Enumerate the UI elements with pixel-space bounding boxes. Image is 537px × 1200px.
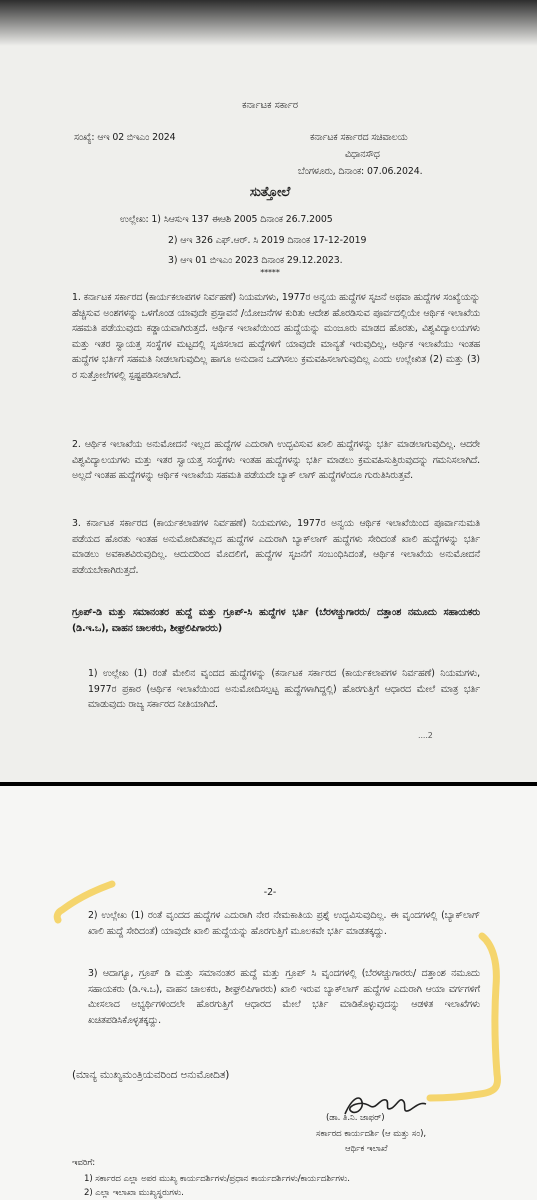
item-1: 1) ಉಲ್ಲೇಖ (1) ರಂತೆ ಮೇಲಿನ ವೃಂದದ ಹುದ್ದೆಗಳನ್ನು (ಕರ್ನಾಟಕ ಸರ್ಕಾರದ (ಕಾರ್ಯಕಲಾಪಗಳ ನಿರ್ವಹಣೆ) ನಿಯಮಗಳು, 1977ರ ಪ್ರಕಾರ (ಆರ್ಥಿಕ ಇಲಾಖೆಯಿಂದ ಅನುಮೋದಿಸಲ್ಪಟ್ಟ ಹುದ್ದೆಗಳಾಗಿದ್ದಲ್ಲಿ) ಹೊರಗುತ್ತಿಗೆ ಆಧಾರದ ಮೇಲೆ ಮಾತ್ರ ಭರ್ತಿ ಮಾಡುವುದು ರಾಜ್ಯ ಸರ್ಕಾರದ ನೀತಿಯಾಗಿದೆ.: [88, 668, 480, 711]
building-name: ವಿಧಾನಸೌಧ: [345, 149, 380, 160]
order-number: ಸಂಖ್ಯೆ: ಆಇ 02 ಬಿಇಎಂ 2024: [74, 132, 176, 143]
group-heading: ಗ್ರೂಪ್-ಡಿ ಮತ್ತು ಸಮಾನಂತರ ಹುದ್ದೆ ಮತ್ತು ಗ್ರೂಪ್-ಸಿ ಹುದ್ದೆಗಳ ಭರ್ತಿ (ಬೆರಳಚ್ಚುಗಾರರು/ ದತ್ತಾಂಶ ನಮೂದು ಸಹಾಯಕರು (ಡಿ.ಇ.ಒ), ವಾಹನ ಚಾಲಕರು, ಶೀಘ್ರಲಿಪಿಗಾರರು): [72, 607, 480, 634]
document-page-2: [0, 786, 537, 1200]
office-name: ಕರ್ನಾಟಕ ಸರ್ಕಾರದ ಸಚಿವಾಲಯ: [310, 132, 408, 143]
place-date: ಬೆಂಗಳೂರು, ದಿನಾಂಕ: 07.06.2024.: [298, 166, 423, 177]
item-3: 3) ಆದಾಗ್ಯೂ, ಗ್ರೂಪ್ ಡಿ ಮತ್ತು ಸಮಾನಂತರ ಹುದ್ದೆ ಮತ್ತು ಗ್ರೂಪ್ ಸಿ ವೃಂದಗಳಲ್ಲಿ (ಬೆರಳಚ್ಚುಗಾರರು/ ದತ್ತಾಂಶ ನಮೂದು ಸಹಾಯಕರು (ಡಿ.ಇ.ಒ), ವಾಹನ ಚಾಲಕರು, ಶೀಘ್ರಲಿಪಿಗಾರರು) ಖಾಲಿ ಇರುವ ಬ್ಯಾಕ್‌ಲಾಗ್ ಹುದ್ದೆಗಳ ಎದುರಾಗಿ ಆಯಾ ವರ್ಗಗಳಿಗೆ ಮೀಸಲಾದ ಅಭ್ಯರ್ಥಿಗಳಿಂದಲೇ ಹೊರಗುತ್ತಿಗೆ ಆಧಾರದ ಮೇಲೆ ಭರ್ತಿ ಮಾಡಿಕೊಳ್ಳುವುದನ್ನು ಆಡಳಿತ ಇಲಾಖೆಗಳು ಖಚಿತಪಡಿಸಿಕೊಳ್ಳತಕ್ಕದ್ದು.: [88, 968, 480, 1026]
reference-3: 3) ಆಇ 01 ಬಿಇಎಂ 2023 ದಿನಾಂಕ 29.12.2023.: [168, 255, 343, 266]
page-number: -2-: [263, 887, 277, 898]
paragraph-1: 1. ಕರ್ನಾಟಕ ಸರ್ಕಾರದ (ಕಾರ್ಯಕಲಾಪಗಳ ನಿರ್ವಹಣೆ) ನಿಯಮಗಳು, 1977ರ ಅನ್ವಯ ಹುದ್ದೆಗಳ ಸೃಜನೆ ಅಥವಾ ಹುದ್ದೆಗಳ ಸಂಖ್ಯೆಯನ್ನು ಹೆಚ್ಚಿಸುವ ಅಂಶಗಳನ್ನು ಒಳಗೊಂಡ ಯಾವುದೇ ಪ್ರಸ್ತಾವನೆ /ಯೋಜನೆಗಳ ಕುರಿತು ಆದೇಶ ಹೊರಡಿಸುವ ಪೂರ್ವದಲ್ಲಿಯೇ ಆರ್ಥಿಕ ಇಲಾಖೆಯ ಸಹಮತಿ ಪಡೆಯುವುದು ಕಡ್ಡಾಯವಾಗಿರುತ್ತದೆ. ಆರ್ಥಿಕ ಇಲಾಖೆಯಿಂದ ಹುದ್ದೆಯನ್ನು ಮಂಜೂರು ಮಾಡದ ಹೊರತು, ವಿಶ್ವವಿದ್ಯಾಲಯಗಳು ಮತ್ತು ಇತರ ಸ್ವಾಯತ್ತ ಸಂಸ್ಥೆಗಳ ಮಟ್ಟದಲ್ಲಿ ಸೃಜಿಸಲಾದ ಹುದ್ದೆಗಳಿಗೆ ಯಾವುದೇ ಮಾನ್ಯತೆ ಇರುವುದಿಲ್ಲ, ಆರ್ಥಿಕ ಇಲಾಖೆಯು ಇಂತಹ ಹುದ್ದೆಗಳ ಭರ್ತಿಗೆ ಸಹಮತಿ ನೀಡಲಾಗುವುದಿಲ್ಲ ಹಾಗೂ ಅನುದಾನ ಒದಗಿಸಲು ಕ್ರಮವಹಿಸಲಾಗುವುದಿಲ್ಲ ಎಂದು ಉಲ್ಲೇಖಿತ (2) ಮತ್ತು (3) ರ ಸುತ್ತೋಲೆಗಳಲ್ಲಿ ಸ್ಪಷ್ಟಪಡಿಸಲಾಗಿದೆ.: [72, 292, 480, 381]
continued-marker: ....2: [418, 731, 433, 740]
reference-1: ಉಲ್ಲೇಖ: 1) ಸಿಆಸುಇ 137 ಈಆಶಿ 2005 ದಿನಾಂಕ 26.7.2005: [120, 214, 333, 225]
item-2: 2) ಉಲ್ಲೇಖ (1) ರಂತೆ ವೃಂದದ ಹುದ್ದೆಗಳ ಎದುರಾಗಿ ನೇರ ನೇಮಕಾತಿಯ ಪ್ರಶ್ನೆ ಉದ್ಭವಿಸುವುದಿಲ್ಲ. ಈ ವೃಂದಗಳಲ್ಲಿ (ಬ್ಯಾಕ್‌ಲಾಗ್ ಖಾಲಿ ಹುದ್ದೆ ಸೇರಿದಂತೆ) ಯಾವುದೇ ಖಾಲಿ ಹುದ್ದೆಯನ್ನು ಹೊರಗುತ್ತಿಗೆ ಮೂಲಕವೇ ಭರ್ತಿ ಮಾಡತಕ್ಕದ್ದು.: [88, 910, 480, 937]
approval-note: (ಮಾನ್ಯ ಮುಖ್ಯಮಂತ್ರಿಯವರಿಂದ ಅನುಮೋದಿತ): [72, 1069, 230, 1081]
scan-shadow: [0, 0, 537, 46]
government-heading: ಕರ್ನಾಟಕ ಸರ್ಕಾರ: [242, 100, 298, 111]
recipient-1: 1) ಸರ್ಕಾರದ ಎಲ್ಲಾ ಅಪರ ಮುಖ್ಯ ಕಾರ್ಯದರ್ಶಿಗಳು/ಪ್ರಧಾನ ಕಾರ್ಯದರ್ಶಿಗಳು/ಕಾರ್ಯದರ್ಶಿಗಳು.: [84, 1174, 350, 1184]
recipient-2: 2) ಎಲ್ಲಾ ಇಲಾಖಾ ಮುಖ್ಯಸ್ಥರುಗಳು.: [84, 1188, 184, 1198]
signatory-title: ಸರ್ಕಾರದ ಕಾರ್ಯದರ್ಶಿ (ಆ ಮತ್ತು ಸಂ),: [316, 1129, 426, 1139]
signatory-name: (ಡಾ. ತಿ.ನಿ. ಜಾಫರ್): [326, 1113, 385, 1123]
signatory-department: ಆರ್ಥಿಕ ಇಲಾಖೆ: [345, 1144, 388, 1154]
reference-2: 2) ಆಇ 326 ಎಫ್.ಆರ್. ಸಿ 2019 ದಿನಾಂಕ 17-12-2019: [168, 235, 367, 246]
paragraph-2: 2. ಆರ್ಥಿಕ ಇಲಾಖೆಯ ಅನುಮೋದನೆ ಇಲ್ಲದ ಹುದ್ದೆಗಳ ಎದುರಾಗಿ ಉದ್ಭವಿಸುವ ಖಾಲಿ ಹುದ್ದೆಗಳನ್ನು ಭರ್ತಿ ಮಾಡಲಾಗುವುದಿಲ್ಲ. ಆದರೇ ವಿಶ್ವವಿದ್ಯಾಲಯಗಳು ಮತ್ತು ಇತರ ಸ್ವಾಯತ್ತ ಸಂಸ್ಥೆಗಳು ಇಂತಹ ಹುದ್ದೆಗಳನ್ನು ಭರ್ತಿ ಮಾಡಲು ಕ್ರಮವಹಿಸುತ್ತಿರುವುದನ್ನು ಗಮನಿಸಲಾಗಿದೆ. ಅಲ್ಲದೆ ಇಂತಹ ಹುದ್ದೆಗಳನ್ನು ಆರ್ಥಿಕ ಇಲಾಖೆಯ ಸಹಮತಿ ಪಡೆಯದೇ ಬ್ಯಾಕ್ ಲಾಗ್ ಹುದ್ದೆಗಳೆಂದೂ ಗುರುತಿಸಿರುತ್ತವೆ.: [72, 439, 480, 482]
to-label: ಇವರಿಗೆ:: [72, 1158, 96, 1168]
separator-stars: *****: [260, 268, 280, 277]
circular-title: ಸುತ್ತೋಲೆ: [249, 185, 291, 200]
paragraph-3: 3. ಕರ್ನಾಟಕ ಸರ್ಕಾರದ (ಕಾರ್ಯಕಲಾಪಗಳ ನಿರ್ವಹಣೆ) ನಿಯಮಗಳು, 1977ರ ಅನ್ವಯ ಆರ್ಥಿಕ ಇಲಾಖೆಯಿಂದ ಪೂರ್ವಾನುಮತಿ ಪಡೆಯದ ಹೊರತು ಇಂತಹ ಅನುಮೋದಿತವಲ್ಲದ ಹುದ್ದೆಗಳ ಎದುರಾಗಿ ಬ್ಯಾಕ್‌ಲಾಗ್ ಹುದ್ದೆಗಳು ಸೇರಿದಂತೆ ಖಾಲಿ ಹುದ್ದೆಗಳನ್ನು ಭರ್ತಿ ಮಾಡಲು ಅವಕಾಶವಿರುವುದಿಲ್ಲ. ಆದುದರಿಂದ ಮೊದಲಿಗೆ, ಹುದ್ದೆಗಳ ಸೃಜನೆಗೆ ಸಂಬಂಧಿಸಿದಂತೆ, ಆರ್ಥಿಕ ಇಲಾಖೆಯ ಅನುಮೋದನೆ ಪಡೆಯಬೇಕಾಗಿರುತ್ತದೆ.: [72, 518, 480, 576]
